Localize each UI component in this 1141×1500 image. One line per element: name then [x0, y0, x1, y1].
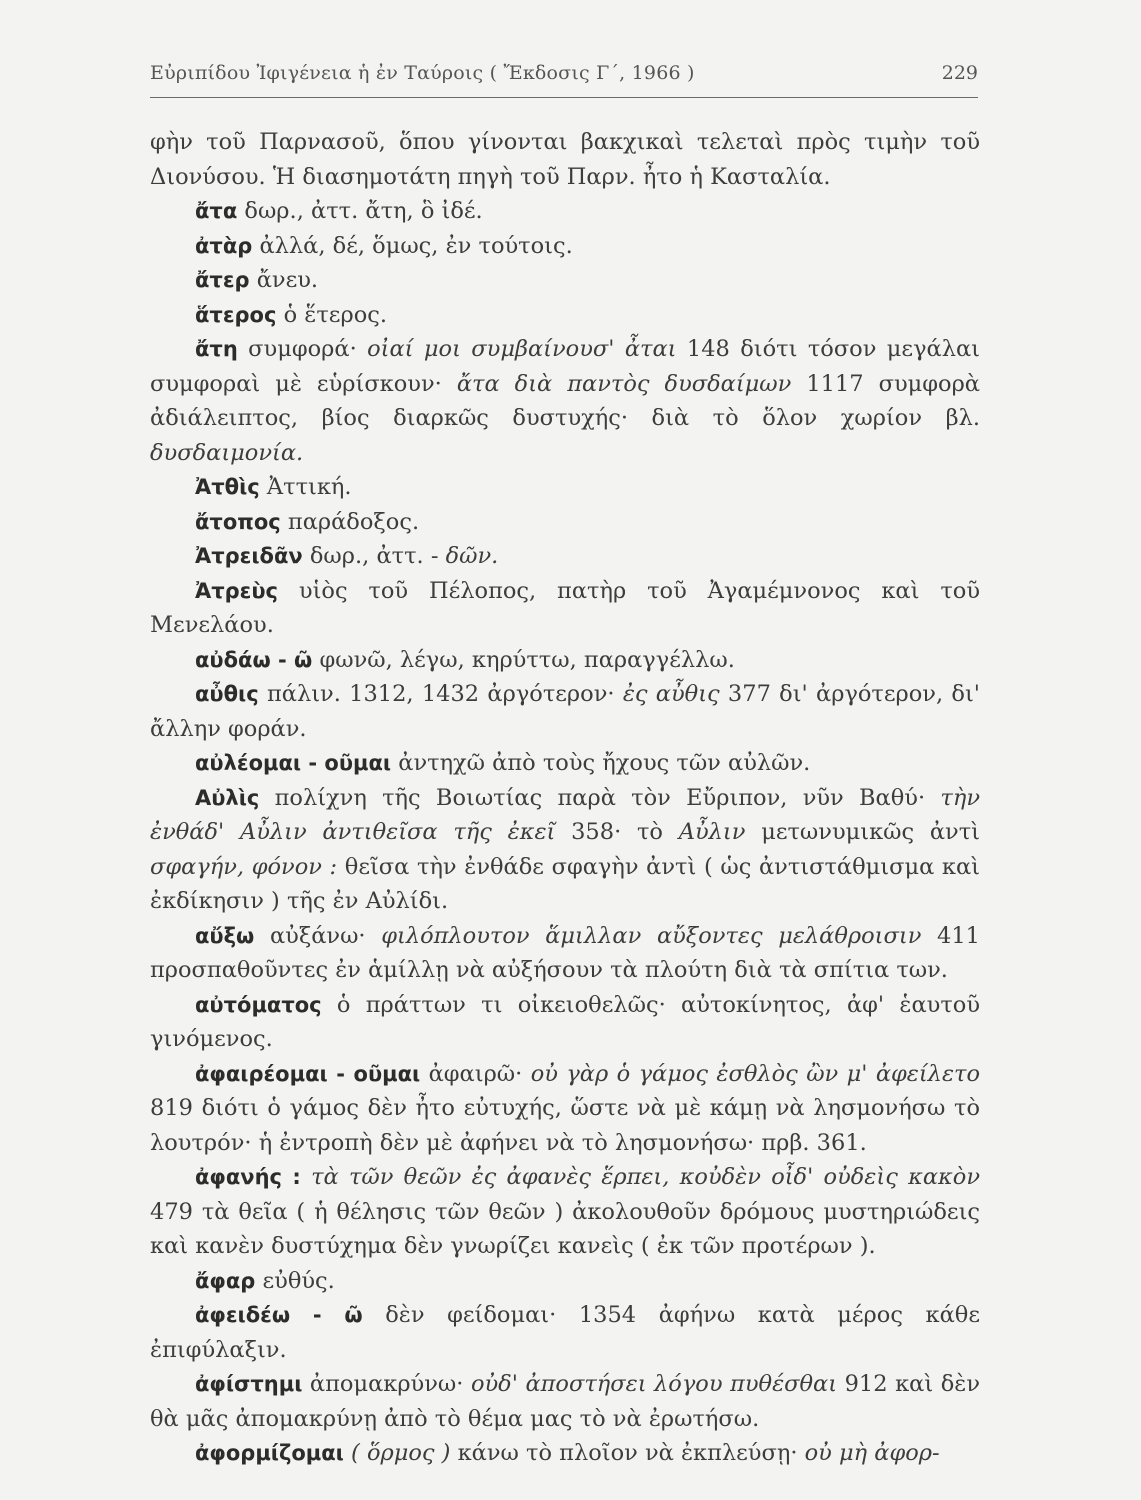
- quotation-text: δῶν.: [445, 543, 499, 569]
- entry-text: πάλιν. 1312, 1432 ἀργότερον·: [258, 681, 623, 707]
- entry-text: ἄνευ.: [249, 267, 319, 293]
- entry-headword: Αὐλὶς: [195, 785, 260, 810]
- entry-headword: ἀφειδέω - ῶ: [195, 1303, 363, 1327]
- dictionary-entry: [150, 746, 980, 781]
- quotation-text: σφαγήν, φόνον :: [150, 853, 338, 880]
- entry-headword: αὐλέομαι - οῦμαι: [195, 751, 392, 775]
- quotation-text: δυσδαιμονία.: [150, 439, 304, 466]
- dictionary-entry: [150, 539, 980, 574]
- entry-headword: ἀφαιρέομαι - οῦμαι: [195, 1061, 421, 1086]
- entry-headword: ἄτα: [195, 199, 238, 223]
- entry-text: φὴν τοῦ Παρνασοῦ, ὅπου γίνονται βακχικαὶ τελεταὶ πρὸς τιμὴν τοῦ Διονύσου. Ἡ διασημοτάτη πηγὴ τοῦ Παρν. ἦτο ἡ Κασταλία.: [150, 129, 980, 190]
- quotation-text: οὐ μὴ ἀφορ-: [804, 1440, 940, 1466]
- entry-text: δωρ., ἀττ. ἄτη, ὃ ἰδέ.: [237, 198, 483, 224]
- entry-headword: ἀτὰρ: [195, 233, 253, 258]
- entry-headword: ἄτοπος: [195, 509, 281, 534]
- page-number: 229: [941, 62, 978, 84]
- entry-headword: αὐδάω - ῶ: [195, 647, 313, 672]
- entry-text: Ἀττική.: [259, 474, 352, 500]
- dictionary-entry: [150, 1160, 980, 1264]
- quotation-text: οὐ γὰρ ὁ γάμος ἐσθλὸς ὢν μ' ἀφείλετο: [530, 1060, 981, 1087]
- dictionary-entry: [150, 1057, 980, 1161]
- running-header: [150, 62, 978, 92]
- entry-text: δὲν φείδομαι· 1354 ἀφήνω κατὰ μέρος κάθε ἐπιφύλαξιν.: [150, 1302, 980, 1363]
- quotation-text: Αὖλιν: [678, 819, 746, 845]
- quotation-text: οἰαί μοι συμβαίνουσ' ἆται: [367, 336, 677, 362]
- dictionary-entry: [150, 1264, 980, 1299]
- dictionary-entry: [150, 643, 980, 678]
- quotation-text: τὴν ἐνθάδ' Αὖλιν ἀντιθεῖσα τῆς ἐκεῖ: [150, 784, 980, 845]
- entry-headword: Ἀτρειδᾶν: [195, 544, 303, 568]
- entry-headword: αὐτόματος: [195, 992, 322, 1017]
- entry-headword: Ἀτρεὺς: [195, 578, 279, 603]
- entry-text: 377 δι' ἀργότερον, δι' ἄλλην φοράν.: [150, 681, 980, 742]
- entry-text: παράδοξος.: [280, 508, 420, 535]
- entry-text: [344, 1440, 351, 1466]
- header-rule: [150, 97, 978, 98]
- entry-text: φωνῶ, λέγω, κηρύττω, παραγγέλλω.: [312, 646, 735, 673]
- quotation-text: οὐδ' ἀποστήσει λόγου πυθέσθαι: [470, 1371, 838, 1397]
- entry-headword: ἀφίστημι: [195, 1372, 303, 1396]
- entry-headword: αὔξω: [195, 923, 255, 948]
- entry-text: εὐθύς.: [255, 1267, 335, 1294]
- entry-text: ἀφαιρῶ·: [420, 1060, 531, 1087]
- entry-text: πολίχνη τῆς Βοιωτίας παρὰ τὸν Εὔριπον, νῦν Βαθύ·: [259, 784, 941, 811]
- entry-headword: ἀφορμίζομαι: [195, 1441, 344, 1465]
- quotation-text: ( ὅρμος ): [351, 1440, 451, 1466]
- dictionary-entry: [150, 470, 980, 505]
- entry-text: ὁ πράττων τι οἰκειοθελῶς· αὐτοκίνητος, ἀφ' ἑαυτοῦ γινόμενος.: [150, 991, 980, 1052]
- quotation-text: τὰ τῶν θεῶν ἐς ἀφανὲς ἕρπει, κοὐδὲν οἶδ' οὐδεὶς κακὸν: [311, 1164, 980, 1190]
- entry-text: μετωνυμικῶς ἀντὶ: [745, 819, 980, 845]
- dictionary-entry: [150, 194, 980, 229]
- entry-text: θεῖσα τὴν ἐνθάδε σφαγὴν ἀντὶ ( ὡς ἀντιστάθμισμα καὶ ἐκδίκησιν ) τῆς ἐν Αὐλίδι.: [150, 853, 980, 914]
- entry-headword: Ἀτθὶς: [195, 475, 260, 499]
- dictionary-entry: [150, 1298, 980, 1367]
- quotation-text: φιλόπλουτον ἅμιλλαν αὔξοντες μελάθροισιν: [381, 922, 922, 949]
- entry-text: ἀπομακρύνω·: [302, 1371, 471, 1397]
- dictionary-entry: [150, 781, 980, 919]
- entry-headword: ἄτη: [195, 337, 238, 361]
- entry-headword: ἄτερ: [195, 268, 250, 292]
- dictionary-entry: [150, 263, 980, 298]
- entry-headword: ἄφαρ: [195, 1268, 256, 1293]
- dictionary-entry: [150, 919, 980, 988]
- entry-text: κάνω τὸ πλοῖον νὰ ἐκπλεύσῃ·: [450, 1440, 805, 1466]
- entry-text: 358· τὸ: [555, 819, 679, 845]
- entry-text: 411 προσπαθοῦντες ἐν ἁμίλλῃ νὰ αὐξήσουν τὰ πλούτη διὰ τὰ σπίτια των.: [150, 922, 980, 983]
- dictionary-entry: [150, 574, 980, 643]
- entry-text: ἀντηχῶ ἀπὸ τοὺς ἤχους τῶν αὐλῶν.: [391, 750, 811, 776]
- entry-text: δωρ., ἀττ. -: [302, 543, 446, 569]
- entry-text: υἱὸς τοῦ Πέλοπος, πατὴρ τοῦ Ἀγαμέμνονος καὶ τοῦ Μενελάου.: [150, 577, 980, 638]
- entry-text: αὐξάνω·: [254, 922, 382, 949]
- entry-headword: ἅτερος: [195, 302, 277, 327]
- entry-headword: ἀφανής :: [195, 1165, 301, 1189]
- entry-text: 912 καὶ δὲν θὰ μᾶς ἀπομακρύνῃ ἀπὸ τὸ θέμα μας τὸ νὰ ἐρωτήσω.: [150, 1371, 981, 1432]
- entry-text: [301, 1164, 311, 1190]
- entry-headword: αὖθις: [195, 682, 259, 706]
- continuation-paragraph: [150, 125, 980, 194]
- entry-text: 148 διότι τόσον μεγάλαι συμφοραὶ μὲ εὑρίσκουν·: [150, 336, 981, 397]
- entry-text: ἀλλά, δέ, ὅμως, ἐν τούτοις.: [252, 232, 573, 259]
- entry-text: συμφορά·: [237, 336, 368, 362]
- dictionary-entry: [150, 1436, 980, 1471]
- quotation-text: ἐς αὖθις: [622, 681, 720, 707]
- entry-text: 479 τὰ θεῖα ( ἡ θέλησις τῶν θεῶν ) ἀκολουθοῦν δρόμους μυστηριώδεις καὶ κανὲν δυστύχημα δὲν γνωρίζει κανεὶς ( ἐκ τῶν προτέρων ).: [150, 1198, 980, 1259]
- quotation-text: ἄτα διὰ παντὸς δυσδαίμων: [456, 370, 792, 397]
- dictionary-entry: [150, 298, 980, 333]
- entry-text: 819 διότι ὁ γάμος δὲν ἦτο εὐτυχής, ὥστε νὰ μὲ κάμῃ νὰ λησμονήσω τὸ λουτρόν· ἡ ἐντροπὴ δὲν μὲ ἀφήνει νὰ τὸ λησμονήσω· πρβ. 361.: [150, 1095, 980, 1156]
- running-title: Εὐριπίδου Ἰφιγένεια ἡ ἐν Ταύροις ( Ἔκδοσις Γ΄, 1966 ): [150, 62, 695, 84]
- entry-text: ὁ ἕτερος.: [276, 301, 387, 328]
- dictionary-entry: [150, 229, 980, 264]
- entry-text: 1117 συμφορὰ ἀδιάλειπτος, βίος διαρκῶς δυστυχής· διὰ τὸ ὅλον χωρίον βλ.: [150, 370, 980, 431]
- dictionary-body: [150, 125, 980, 1471]
- dictionary-entry: [150, 988, 980, 1057]
- dictionary-entry: [150, 677, 980, 746]
- dictionary-entry: [150, 332, 980, 470]
- dictionary-entry: [150, 1367, 980, 1436]
- dictionary-entry: [150, 505, 980, 540]
